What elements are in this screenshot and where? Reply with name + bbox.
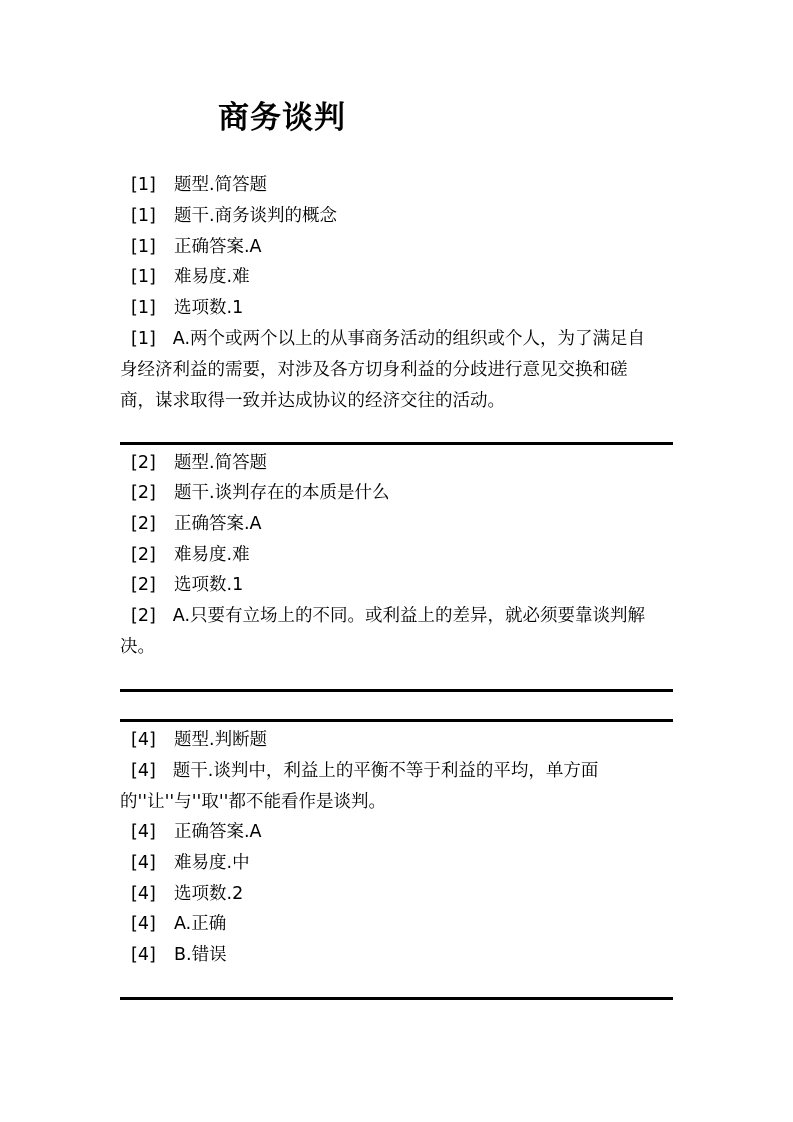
q1-type: 题型.简答题 — [174, 175, 268, 195]
question-number: [2] — [131, 483, 156, 503]
question-number: [4] — [131, 822, 156, 842]
question-number: [1] — [131, 175, 156, 195]
question-number: [2] — [131, 514, 156, 534]
q2-option-a-text: A.只要有立场上的不同。或利益上的差异，就必须要靠谈判解决。 — [120, 606, 646, 657]
q4-option-a: A.正确 — [174, 914, 227, 934]
q4-stem — [120, 756, 662, 818]
question-number: [4] — [131, 761, 156, 781]
q2-answer: 正确答案.A — [174, 514, 262, 534]
q4-answer-line — [120, 817, 660, 848]
q1-difficulty-line — [120, 262, 660, 293]
q1-answer: 正确答案.A — [174, 237, 262, 257]
q1-answer-line — [120, 232, 660, 263]
q2-option-a — [120, 601, 662, 663]
q2-stem-line — [120, 478, 660, 509]
question-number: [1] — [131, 298, 156, 318]
q2-difficulty-line — [120, 540, 660, 571]
q1-stem: 题干.商务谈判的概念 — [174, 206, 338, 226]
q4-type: 题型.判断题 — [174, 730, 268, 750]
separator-rule — [120, 719, 673, 722]
document-title: 商务谈判 — [218, 100, 346, 136]
question-number: [1] — [131, 206, 156, 226]
q1-option-count: 选项数.1 — [174, 298, 244, 318]
q4-option-a-line — [120, 909, 660, 940]
question-number: [2] — [131, 453, 156, 473]
question-number: [1] — [131, 267, 156, 287]
q1-option-a-text: A.两个或两个以上的从事商务活动的组织或个人，为了满足自身经济利益的需要，对涉及各方切身利益的分歧进行意见交换和磋商，谋求取得一致并达成协议的经济交往的活动。 — [120, 329, 646, 411]
q2-option-count: 选项数.1 — [174, 575, 244, 595]
q1-difficulty: 难易度.难 — [174, 267, 250, 287]
q4-stem-text: 题干.谈判中，利益上的平衡不等于利益的平均，单方面的''让''与''取''都不能看作是谈判。 — [120, 761, 599, 812]
question-number: [4] — [131, 730, 156, 750]
separator-rule — [120, 689, 673, 692]
q1-option-a — [120, 324, 662, 416]
question-number: [1] — [131, 237, 156, 257]
q4-difficulty-line — [120, 848, 660, 879]
q2-stem: 题干.谈判存在的本质是什么 — [174, 483, 390, 503]
q2-answer-line — [120, 509, 660, 540]
question-number: [4] — [131, 945, 156, 965]
question-number: [4] — [131, 884, 156, 904]
separator-rule — [120, 442, 673, 445]
q4-option-b-line — [120, 940, 660, 971]
q4-option-b: B.错误 — [174, 945, 227, 965]
q4-option-count-line — [120, 879, 660, 910]
q4-difficulty: 难易度.中 — [174, 853, 250, 873]
question-number: [4] — [131, 914, 156, 934]
question-number: [2] — [131, 545, 156, 565]
question-number: [4] — [131, 853, 156, 873]
question-number: [2] — [131, 606, 156, 626]
q4-type-line — [120, 725, 660, 756]
question-number: [2] — [131, 575, 156, 595]
q4-option-count: 选项数.2 — [174, 884, 244, 904]
q1-type-line — [120, 170, 660, 201]
separator-rule — [120, 997, 673, 1000]
question-number: [1] — [131, 329, 156, 349]
q2-difficulty: 难易度.难 — [174, 545, 250, 565]
q2-type-line — [120, 448, 660, 479]
q1-option-count-line — [120, 293, 660, 324]
q2-option-count-line — [120, 570, 660, 601]
q4-answer: 正确答案.A — [174, 822, 262, 842]
q1-stem-line — [120, 201, 660, 232]
q2-type: 题型.简答题 — [174, 453, 268, 473]
